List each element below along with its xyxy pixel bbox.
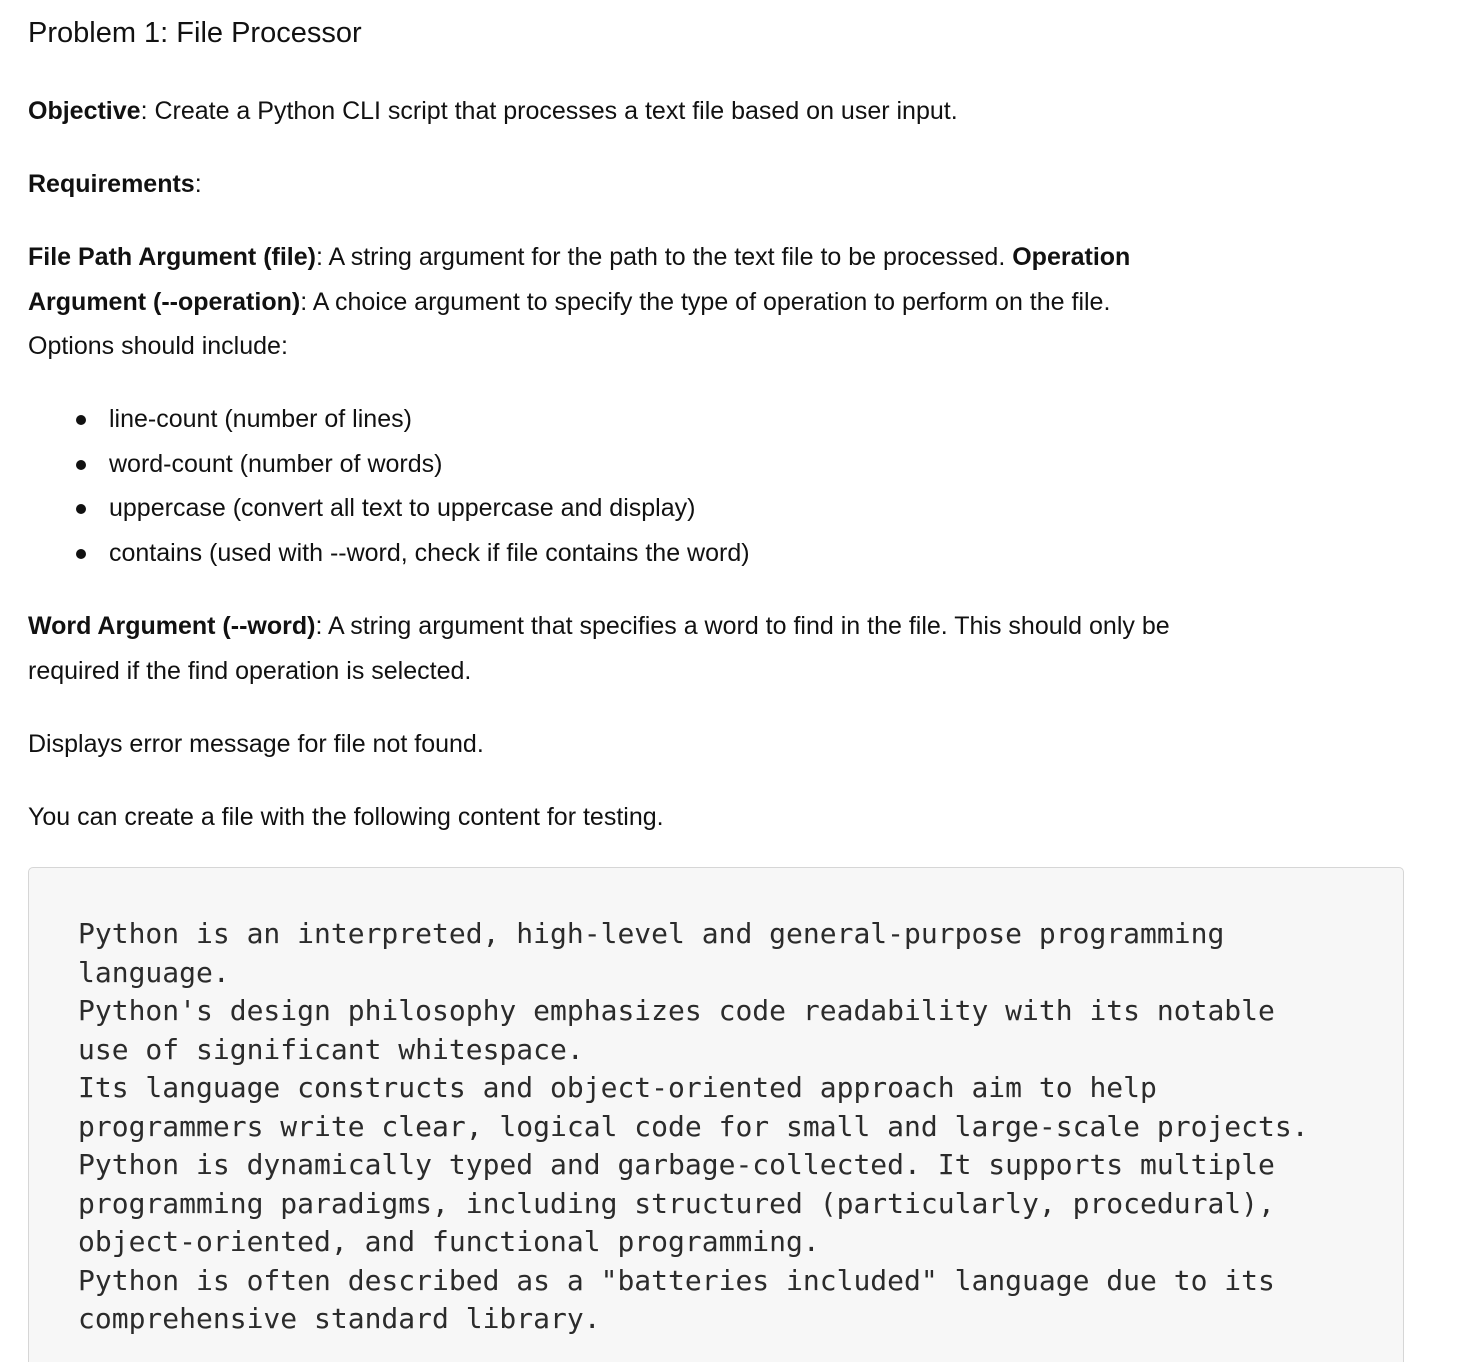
code-line: comprehensive standard library. [78,1302,601,1335]
word-argument-line-2: required if the find operation is selected. [28,656,472,685]
file-argument-label: File Path Argument (file) [28,243,316,271]
option-text: word-count (number of words) [109,449,443,478]
option-text: contains (used with --word, check if file contains the word) [109,538,750,567]
list-item [28,442,750,487]
operation-label-part-1: Operation [1012,243,1131,271]
operation-options-list [28,397,750,575]
objective-text: : Create a Python CLI script that processes a text file based on user input. [140,97,958,125]
list-item [28,486,750,531]
objective-paragraph [28,89,1388,134]
option-text: line-count (number of lines) [109,405,412,433]
code-line: Its language constructs and object-oriented approach aim to help [78,1071,1157,1104]
code-line: Python is often described as a "batteries included" language due to its [78,1263,1275,1297]
code-line: use of significant whitespace. [78,1032,584,1066]
file-argument-line-2 [28,280,1388,325]
code-block [28,867,1404,1362]
file-argument-line-1 [28,235,1388,280]
code-line: programming paradigms, including structured (particularly, procedural), [78,1186,1275,1220]
requirements-suffix: : [194,170,202,198]
code-content [78,915,1309,1339]
file-argument-paragraph [28,235,1388,369]
code-line: language. [78,955,230,989]
bullet-icon [76,415,86,425]
code-line: Python is dynamically typed and garbage-collected. It supports multiple [78,1148,1275,1181]
error-note: Displays error message for file not found. [28,730,484,758]
bullet-icon [76,504,86,514]
bullet-icon [76,460,86,470]
list-item [28,531,750,576]
requirements-label: Requirements [28,170,195,198]
code-line: Python is an interpreted, high-level and general-purpose programming [78,917,1225,950]
requirements-heading [28,162,1388,207]
list-item [28,397,750,442]
word-argument-paragraph [28,604,1388,693]
code-line: programmers write clear, logical code for small and large-scale projects. [78,1109,1309,1143]
operation-text: : A choice argument to specify the type of operation to perform on the file. [300,287,1111,316]
page-title: Problem 1: File Processor [28,17,362,49]
word-argument-text-1: : A string argument that specifies a word to find in the file. This should only be [315,612,1170,640]
file-argument-text: : A string argument for the path to the text file to be processed. [315,243,1013,271]
objective-label: Objective [28,97,141,125]
options-intro: Options should include: [28,332,288,360]
code-line: Python's design philosophy emphasizes code readability with its notable [78,994,1275,1027]
operation-label-part-2: Argument (--operation) [28,287,301,316]
word-argument-label: Word Argument (--word) [28,612,316,640]
word-argument-line-1 [28,604,1388,649]
code-line: object-oriented, and functional programming. [78,1225,820,1258]
bullet-icon [76,549,86,559]
option-text: uppercase (convert all text to uppercase and display) [109,494,696,522]
testing-note: You can create a file with the following content for testing. [28,803,664,831]
